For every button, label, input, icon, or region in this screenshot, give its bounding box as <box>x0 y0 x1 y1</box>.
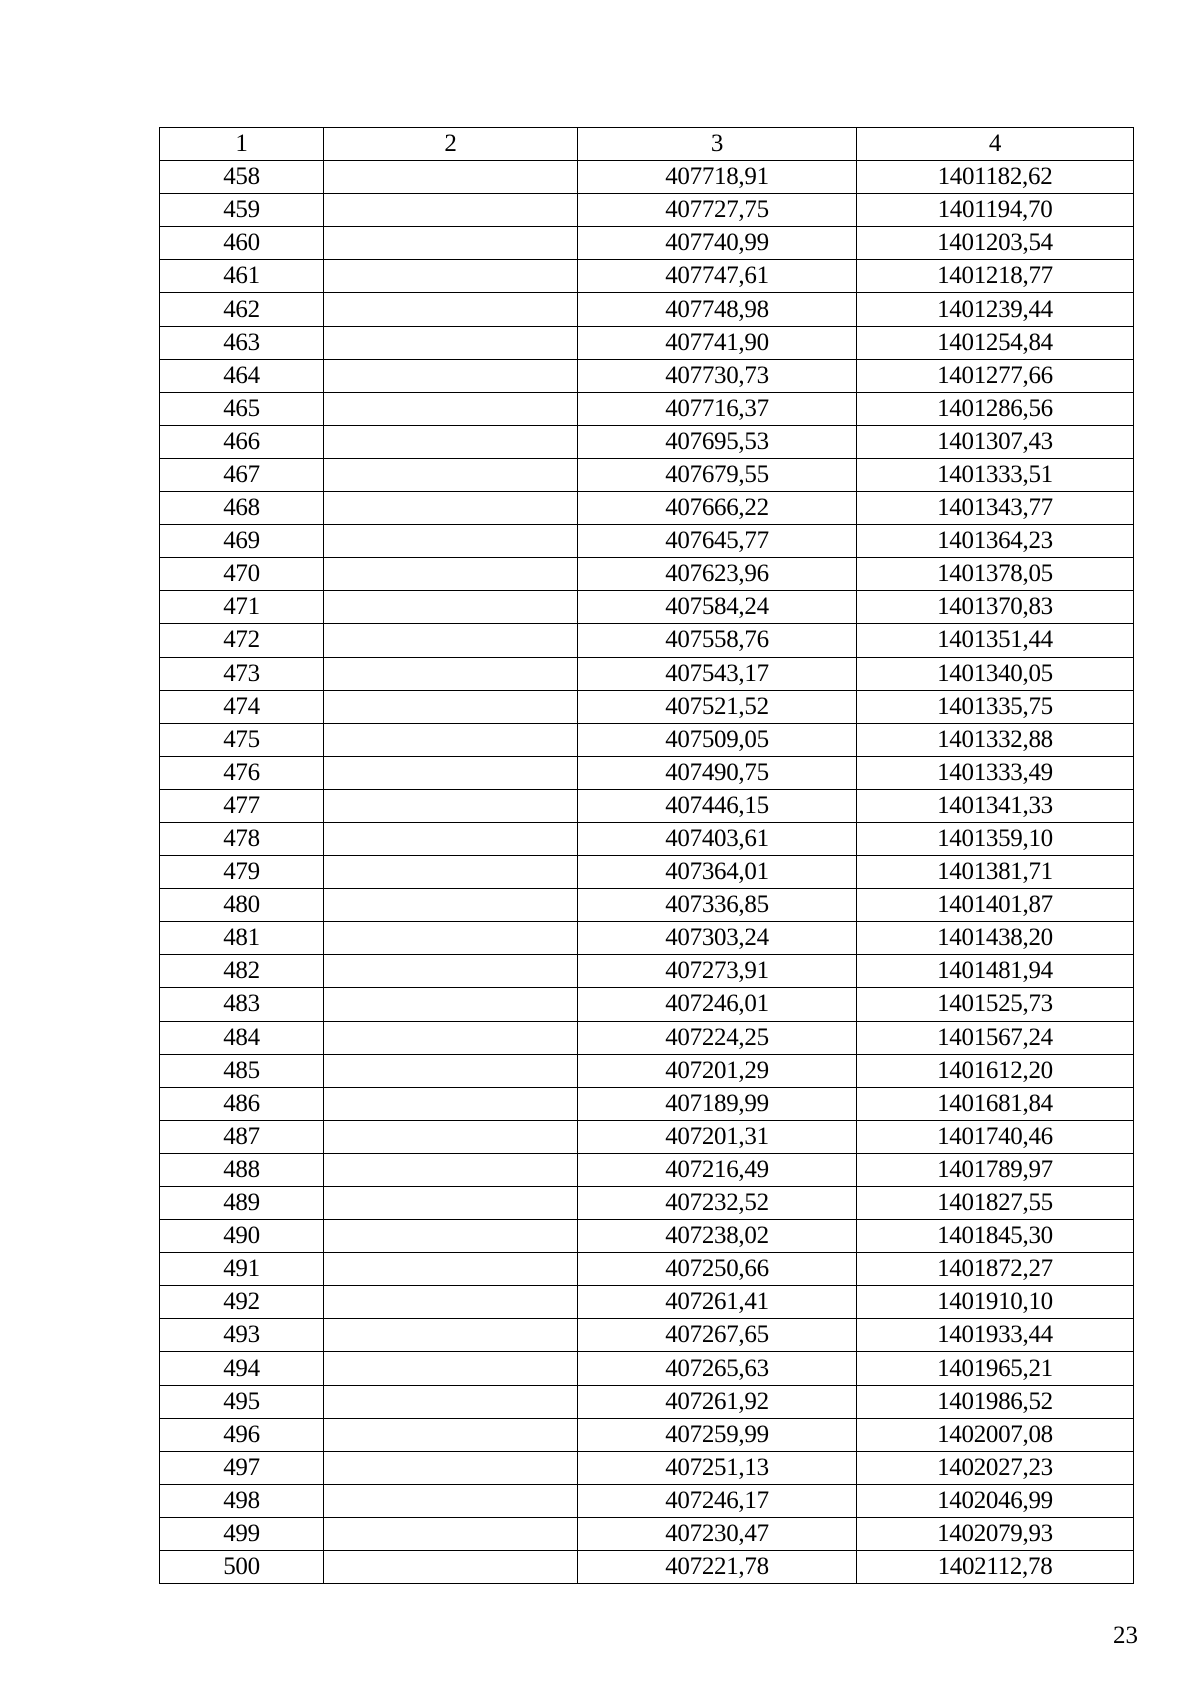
table-row <box>160 392 1134 425</box>
point-number-cell: 478 <box>160 822 324 855</box>
y-coordinate-cell: 1402046,99 <box>857 1484 1134 1517</box>
column-header-4: 4 <box>857 128 1134 161</box>
x-coordinate-cell: 407259,99 <box>578 1418 857 1451</box>
note-cell <box>324 1484 578 1517</box>
table-row <box>160 359 1134 392</box>
table-row <box>160 1551 1134 1584</box>
y-coordinate-cell: 1401351,44 <box>857 624 1134 657</box>
x-coordinate-cell: 407623,96 <box>578 558 857 591</box>
note-cell <box>324 789 578 822</box>
table-row <box>160 194 1134 227</box>
x-coordinate-cell: 407216,49 <box>578 1153 857 1186</box>
x-coordinate-cell: 407250,66 <box>578 1253 857 1286</box>
point-number-cell: 482 <box>160 955 324 988</box>
point-number-cell: 476 <box>160 756 324 789</box>
table-row <box>160 260 1134 293</box>
point-number-cell: 490 <box>160 1220 324 1253</box>
column-header-3: 3 <box>578 128 857 161</box>
y-coordinate-cell: 1401218,77 <box>857 260 1134 293</box>
note-cell <box>324 558 578 591</box>
table-row <box>160 1286 1134 1319</box>
point-number-cell: 465 <box>160 392 324 425</box>
note-cell <box>324 525 578 558</box>
note-cell <box>324 492 578 525</box>
table-row <box>160 922 1134 955</box>
point-number-cell: 488 <box>160 1153 324 1186</box>
note-cell <box>324 1517 578 1550</box>
table-row <box>160 1087 1134 1120</box>
x-coordinate-cell: 407747,61 <box>578 260 857 293</box>
x-coordinate-cell: 407695,53 <box>578 425 857 458</box>
x-coordinate-cell: 407273,91 <box>578 955 857 988</box>
y-coordinate-cell: 1401194,70 <box>857 194 1134 227</box>
x-coordinate-cell: 407403,61 <box>578 822 857 855</box>
point-number-cell: 498 <box>160 1484 324 1517</box>
y-coordinate-cell: 1402079,93 <box>857 1517 1134 1550</box>
y-coordinate-cell: 1401481,94 <box>857 955 1134 988</box>
y-coordinate-cell: 1402027,23 <box>857 1451 1134 1484</box>
note-cell <box>324 161 578 194</box>
y-coordinate-cell: 1401986,52 <box>857 1385 1134 1418</box>
y-coordinate-cell: 1401333,49 <box>857 756 1134 789</box>
table-row <box>160 326 1134 359</box>
note-cell <box>324 591 578 624</box>
y-coordinate-cell: 1401933,44 <box>857 1319 1134 1352</box>
x-coordinate-cell: 407189,99 <box>578 1087 857 1120</box>
point-number-cell: 469 <box>160 525 324 558</box>
note-cell <box>324 293 578 326</box>
note-cell <box>324 624 578 657</box>
point-number-cell: 463 <box>160 326 324 359</box>
x-coordinate-cell: 407224,25 <box>578 1021 857 1054</box>
note-cell <box>324 955 578 988</box>
table-row <box>160 1484 1134 1517</box>
table-row <box>160 624 1134 657</box>
note-cell <box>324 1253 578 1286</box>
point-number-cell: 480 <box>160 889 324 922</box>
note-cell <box>324 227 578 260</box>
table-row <box>160 1451 1134 1484</box>
note-cell <box>324 1021 578 1054</box>
table-row <box>160 492 1134 525</box>
point-number-cell: 497 <box>160 1451 324 1484</box>
x-coordinate-cell: 407265,63 <box>578 1352 857 1385</box>
note-cell <box>324 425 578 458</box>
y-coordinate-cell: 1401681,84 <box>857 1087 1134 1120</box>
point-number-cell: 495 <box>160 1385 324 1418</box>
point-number-cell: 487 <box>160 1120 324 1153</box>
point-number-cell: 491 <box>160 1253 324 1286</box>
x-coordinate-cell: 407727,75 <box>578 194 857 227</box>
point-number-cell: 493 <box>160 1319 324 1352</box>
y-coordinate-cell: 1401307,43 <box>857 425 1134 458</box>
x-coordinate-cell: 407666,22 <box>578 492 857 525</box>
point-number-cell: 489 <box>160 1187 324 1220</box>
note-cell <box>324 1153 578 1186</box>
table-row <box>160 1253 1134 1286</box>
note-cell <box>324 458 578 491</box>
x-coordinate-cell: 407741,90 <box>578 326 857 359</box>
table-row <box>160 293 1134 326</box>
y-coordinate-cell: 1401378,05 <box>857 558 1134 591</box>
table-row <box>160 458 1134 491</box>
point-number-cell: 462 <box>160 293 324 326</box>
table-row <box>160 1352 1134 1385</box>
x-coordinate-cell: 407748,98 <box>578 293 857 326</box>
y-coordinate-cell: 1401910,10 <box>857 1286 1134 1319</box>
note-cell <box>324 1319 578 1352</box>
x-coordinate-cell: 407718,91 <box>578 161 857 194</box>
table-row <box>160 1385 1134 1418</box>
point-number-cell: 500 <box>160 1551 324 1584</box>
y-coordinate-cell: 1401277,66 <box>857 359 1134 392</box>
table-row <box>160 1418 1134 1451</box>
y-coordinate-cell: 1401740,46 <box>857 1120 1134 1153</box>
note-cell <box>324 1385 578 1418</box>
table-row <box>160 1153 1134 1186</box>
point-number-cell: 474 <box>160 690 324 723</box>
y-coordinate-cell: 1401845,30 <box>857 1220 1134 1253</box>
x-coordinate-cell: 407509,05 <box>578 723 857 756</box>
note-cell <box>324 690 578 723</box>
x-coordinate-cell: 407730,73 <box>578 359 857 392</box>
point-number-cell: 458 <box>160 161 324 194</box>
point-number-cell: 468 <box>160 492 324 525</box>
table-row <box>160 822 1134 855</box>
table-row <box>160 756 1134 789</box>
x-coordinate-cell: 407521,52 <box>578 690 857 723</box>
note-cell <box>324 1120 578 1153</box>
y-coordinate-cell: 1401965,21 <box>857 1352 1134 1385</box>
point-number-cell: 494 <box>160 1352 324 1385</box>
point-number-cell: 477 <box>160 789 324 822</box>
x-coordinate-cell: 407679,55 <box>578 458 857 491</box>
note-cell <box>324 889 578 922</box>
y-coordinate-cell: 1401286,56 <box>857 392 1134 425</box>
point-number-cell: 471 <box>160 591 324 624</box>
x-coordinate-cell: 407490,75 <box>578 756 857 789</box>
y-coordinate-cell: 1401332,88 <box>857 723 1134 756</box>
table-row <box>160 227 1134 260</box>
table-body <box>160 161 1134 1584</box>
x-coordinate-cell: 407230,47 <box>578 1517 857 1550</box>
note-cell <box>324 856 578 889</box>
column-header-2: 2 <box>324 128 578 161</box>
note-cell <box>324 1451 578 1484</box>
table-row <box>160 1187 1134 1220</box>
table-row <box>160 1021 1134 1054</box>
table-row <box>160 657 1134 690</box>
column-header-1: 1 <box>160 128 324 161</box>
point-number-cell: 470 <box>160 558 324 591</box>
point-number-cell: 466 <box>160 425 324 458</box>
x-coordinate-cell: 407716,37 <box>578 392 857 425</box>
table-row <box>160 690 1134 723</box>
table-row <box>160 1517 1134 1550</box>
y-coordinate-cell: 1401381,71 <box>857 856 1134 889</box>
note-cell <box>324 657 578 690</box>
x-coordinate-cell: 407336,85 <box>578 889 857 922</box>
x-coordinate-cell: 407246,01 <box>578 988 857 1021</box>
note-cell <box>324 392 578 425</box>
x-coordinate-cell: 407251,13 <box>578 1451 857 1484</box>
note-cell <box>324 260 578 293</box>
coordinates-table <box>159 127 1134 1584</box>
x-coordinate-cell: 407446,15 <box>578 789 857 822</box>
point-number-cell: 475 <box>160 723 324 756</box>
y-coordinate-cell: 1401239,44 <box>857 293 1134 326</box>
table-row <box>160 591 1134 624</box>
x-coordinate-cell: 407261,41 <box>578 1286 857 1319</box>
note-cell <box>324 1220 578 1253</box>
point-number-cell: 492 <box>160 1286 324 1319</box>
note-cell <box>324 1352 578 1385</box>
x-coordinate-cell: 407364,01 <box>578 856 857 889</box>
table-row <box>160 425 1134 458</box>
table-row <box>160 1220 1134 1253</box>
x-coordinate-cell: 407584,24 <box>578 591 857 624</box>
y-coordinate-cell: 1401341,33 <box>857 789 1134 822</box>
note-cell <box>324 988 578 1021</box>
note-cell <box>324 1087 578 1120</box>
point-number-cell: 484 <box>160 1021 324 1054</box>
y-coordinate-cell: 1401438,20 <box>857 922 1134 955</box>
x-coordinate-cell: 407221,78 <box>578 1551 857 1584</box>
y-coordinate-cell: 1402007,08 <box>857 1418 1134 1451</box>
table-row <box>160 955 1134 988</box>
point-number-cell: 479 <box>160 856 324 889</box>
x-coordinate-cell: 407267,65 <box>578 1319 857 1352</box>
y-coordinate-cell: 1401789,97 <box>857 1153 1134 1186</box>
y-coordinate-cell: 1401827,55 <box>857 1187 1134 1220</box>
table-row <box>160 1054 1134 1087</box>
x-coordinate-cell: 407232,52 <box>578 1187 857 1220</box>
note-cell <box>324 359 578 392</box>
table-row <box>160 789 1134 822</box>
x-coordinate-cell: 407201,29 <box>578 1054 857 1087</box>
point-number-cell: 483 <box>160 988 324 1021</box>
point-number-cell: 485 <box>160 1054 324 1087</box>
table-row <box>160 525 1134 558</box>
y-coordinate-cell: 1401333,51 <box>857 458 1134 491</box>
x-coordinate-cell: 407238,02 <box>578 1220 857 1253</box>
y-coordinate-cell: 1401525,73 <box>857 988 1134 1021</box>
table-row <box>160 723 1134 756</box>
note-cell <box>324 756 578 789</box>
page-number: 23 <box>1113 1622 1138 1649</box>
table-row <box>160 1319 1134 1352</box>
x-coordinate-cell: 407543,17 <box>578 657 857 690</box>
note-cell <box>324 1054 578 1087</box>
point-number-cell: 481 <box>160 922 324 955</box>
point-number-cell: 472 <box>160 624 324 657</box>
point-number-cell: 467 <box>160 458 324 491</box>
y-coordinate-cell: 1401359,10 <box>857 822 1134 855</box>
note-cell <box>324 1551 578 1584</box>
x-coordinate-cell: 407201,31 <box>578 1120 857 1153</box>
table-header-row <box>160 128 1134 161</box>
y-coordinate-cell: 1401182,62 <box>857 161 1134 194</box>
table-row <box>160 161 1134 194</box>
note-cell <box>324 822 578 855</box>
x-coordinate-cell: 407558,76 <box>578 624 857 657</box>
y-coordinate-cell: 1401364,23 <box>857 525 1134 558</box>
note-cell <box>324 194 578 227</box>
note-cell <box>324 1286 578 1319</box>
x-coordinate-cell: 407740,99 <box>578 227 857 260</box>
note-cell <box>324 1187 578 1220</box>
y-coordinate-cell: 1401203,54 <box>857 227 1134 260</box>
y-coordinate-cell: 1401254,84 <box>857 326 1134 359</box>
note-cell <box>324 922 578 955</box>
y-coordinate-cell: 1402112,78 <box>857 1551 1134 1584</box>
table-row <box>160 856 1134 889</box>
point-number-cell: 496 <box>160 1418 324 1451</box>
point-number-cell: 499 <box>160 1517 324 1550</box>
point-number-cell: 464 <box>160 359 324 392</box>
x-coordinate-cell: 407303,24 <box>578 922 857 955</box>
note-cell <box>324 1418 578 1451</box>
x-coordinate-cell: 407246,17 <box>578 1484 857 1517</box>
x-coordinate-cell: 407261,92 <box>578 1385 857 1418</box>
y-coordinate-cell: 1401401,87 <box>857 889 1134 922</box>
x-coordinate-cell: 407645,77 <box>578 525 857 558</box>
point-number-cell: 473 <box>160 657 324 690</box>
y-coordinate-cell: 1401567,24 <box>857 1021 1134 1054</box>
note-cell <box>324 326 578 359</box>
point-number-cell: 461 <box>160 260 324 293</box>
point-number-cell: 460 <box>160 227 324 260</box>
y-coordinate-cell: 1401872,27 <box>857 1253 1134 1286</box>
table-row <box>160 988 1134 1021</box>
y-coordinate-cell: 1401343,77 <box>857 492 1134 525</box>
table-row <box>160 889 1134 922</box>
table-row <box>160 1120 1134 1153</box>
y-coordinate-cell: 1401335,75 <box>857 690 1134 723</box>
point-number-cell: 486 <box>160 1087 324 1120</box>
y-coordinate-cell: 1401370,83 <box>857 591 1134 624</box>
y-coordinate-cell: 1401340,05 <box>857 657 1134 690</box>
y-coordinate-cell: 1401612,20 <box>857 1054 1134 1087</box>
note-cell <box>324 723 578 756</box>
point-number-cell: 459 <box>160 194 324 227</box>
table-row <box>160 558 1134 591</box>
